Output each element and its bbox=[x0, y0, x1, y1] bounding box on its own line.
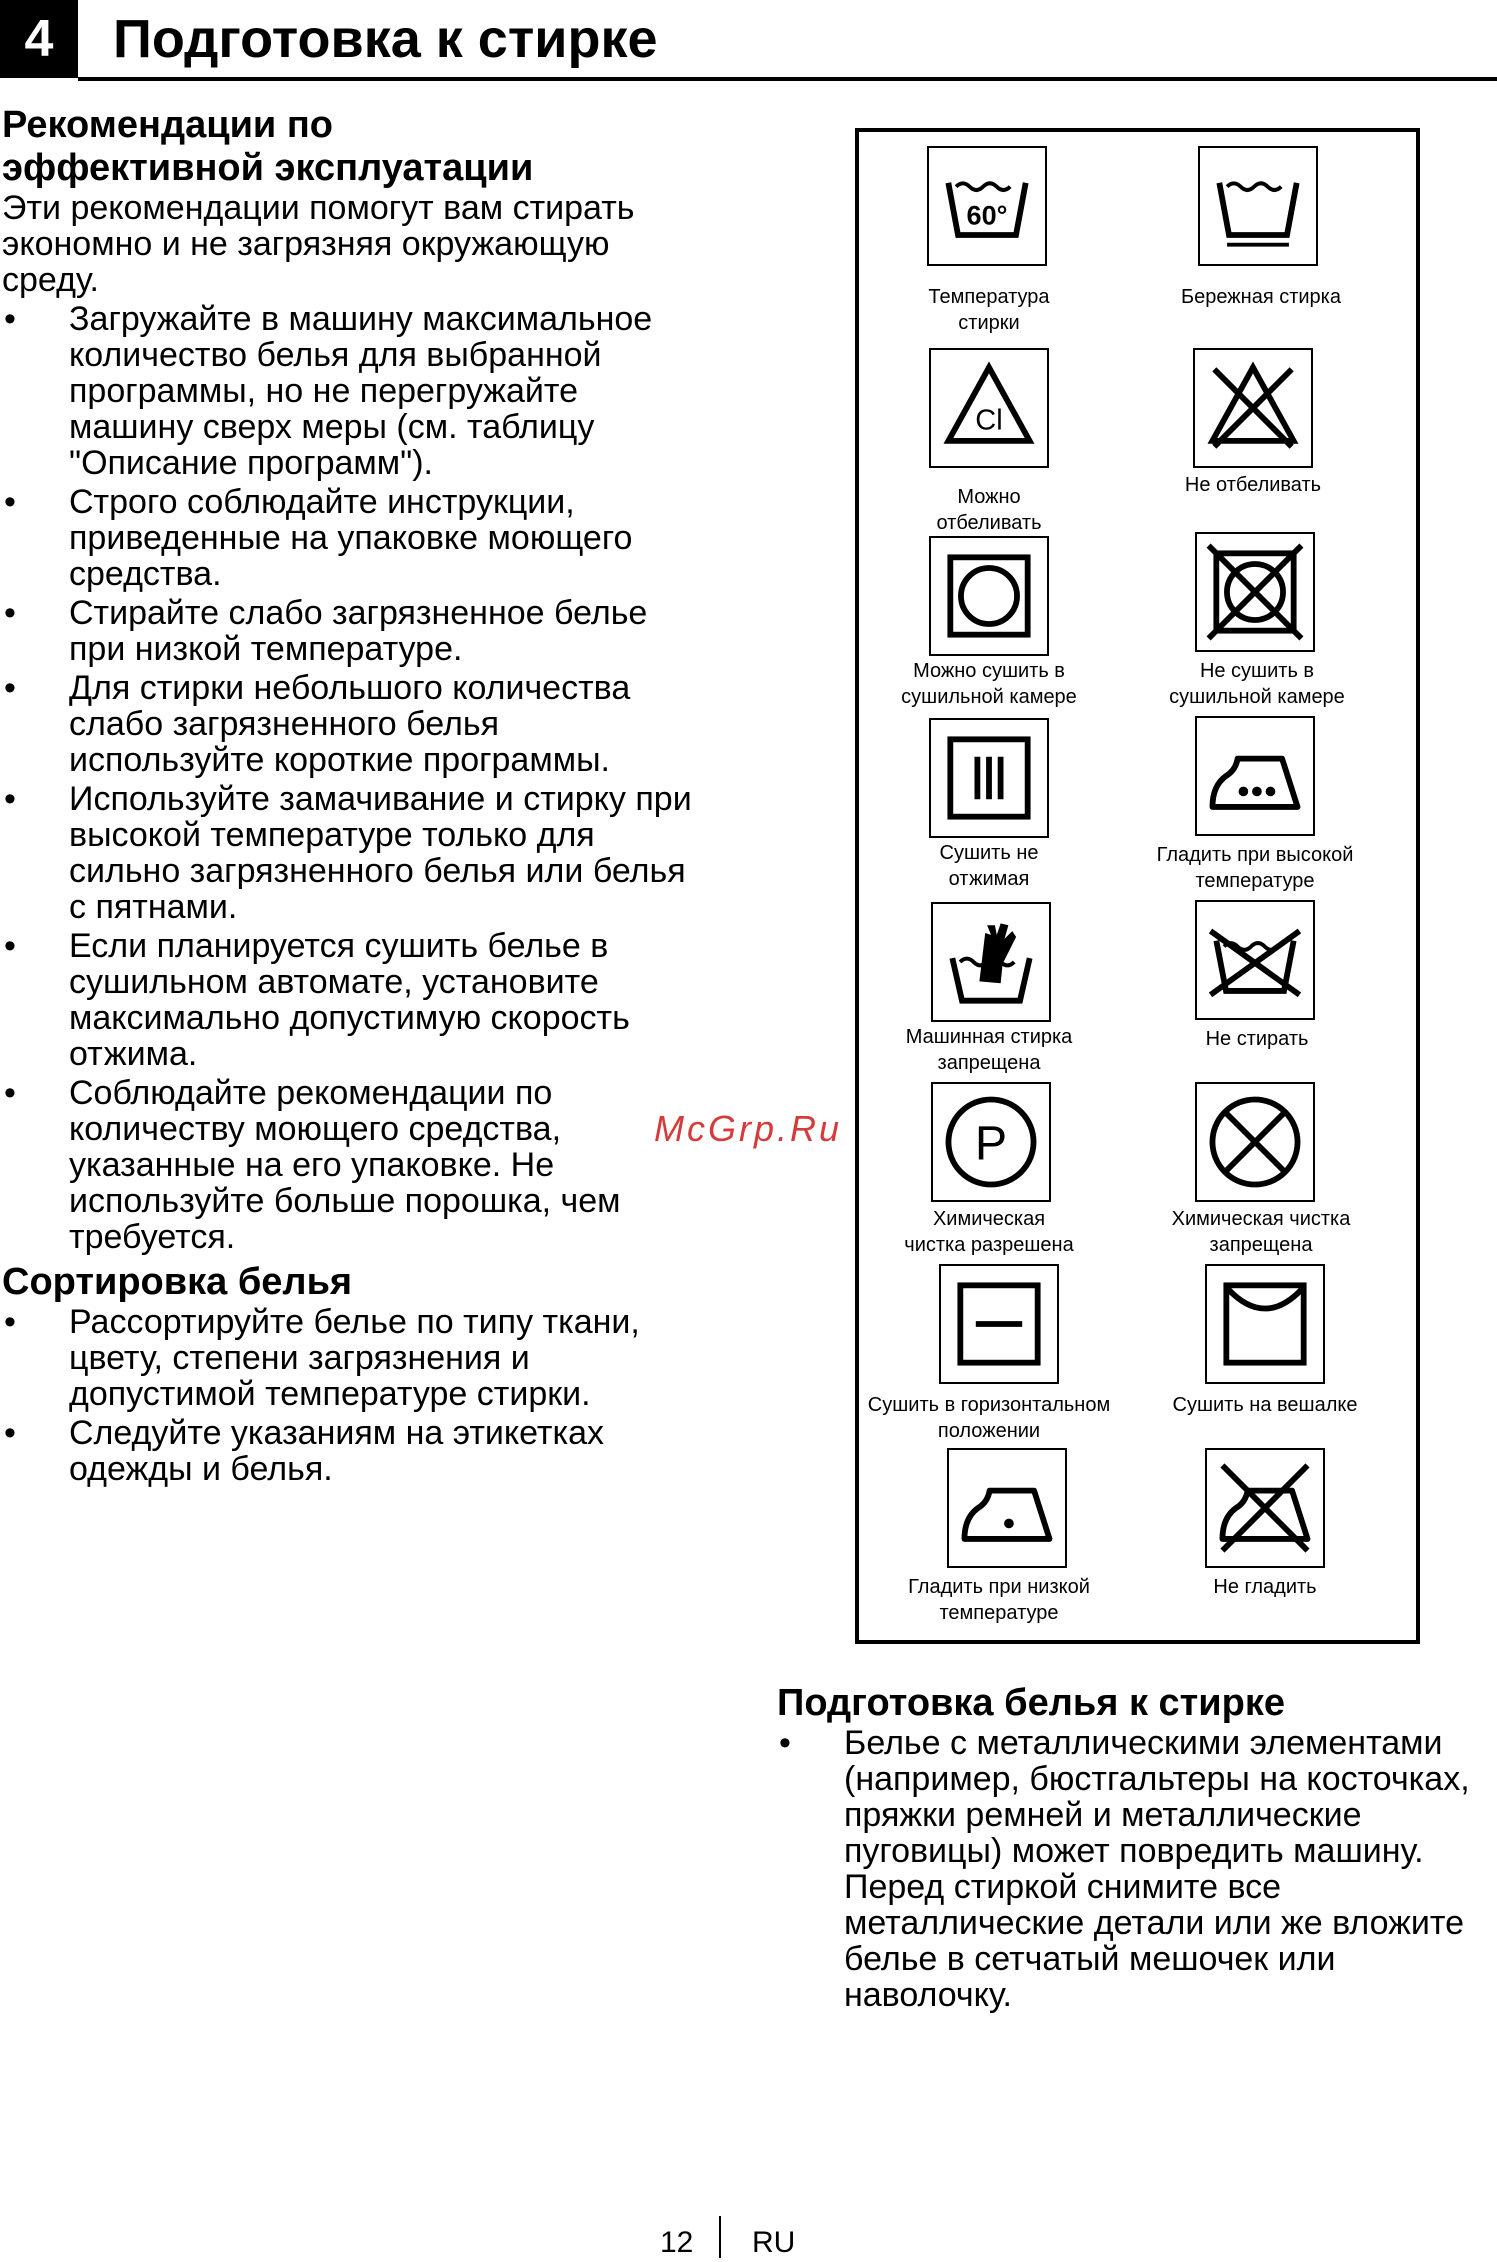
sorting-list bbox=[2, 1304, 697, 1487]
recommendations-title-line1: Рекомендации по bbox=[2, 104, 334, 146]
wash-temp-text: 60° bbox=[966, 200, 1008, 231]
dry-clean-p-icon bbox=[931, 1082, 1051, 1202]
symbol-label: Можно отбеливать bbox=[936, 486, 1042, 534]
symbol-label: Машинная стирка запрещена bbox=[905, 1026, 1073, 1074]
list-item: • Белье с металлическими элементами (например, бюстгальтеры на косточках, пряжки ремней и металлические пуговицы) может повредить машину. Перед стиркой снимите все металлические детали или же вложите белье в сетчатый мешочек или наволочку. bbox=[777, 1725, 1497, 2013]
drip-dry-icon bbox=[929, 718, 1049, 838]
symbol-label: Не отбеливать bbox=[1184, 474, 1322, 496]
no-iron-icon bbox=[1205, 1448, 1325, 1568]
symbol-label: Не гладить bbox=[1213, 1576, 1317, 1598]
bleach-allowed-icon bbox=[929, 348, 1049, 468]
prep-section bbox=[777, 1682, 1497, 2016]
page-title: Подготовка к стирке bbox=[113, 9, 658, 69]
recommendations-list bbox=[2, 301, 697, 1255]
gentle-wash-icon bbox=[1198, 146, 1318, 266]
dry-flat-icon bbox=[939, 1264, 1059, 1384]
no-bleach-icon bbox=[1193, 348, 1313, 468]
symbol-label: Температура стирки bbox=[928, 286, 1050, 334]
header-rule bbox=[78, 77, 1497, 81]
dry-clean-p-text: P bbox=[974, 1116, 1008, 1171]
recommendations-intro: Эти рекомендации помогут вам стирать экономно и не загрязняя окружающую среду. bbox=[2, 189, 635, 299]
list-item: • Используйте замачивание и стирку при высокой температуре только для сильно загрязненного белья или белья с пятнами. bbox=[2, 781, 697, 925]
symbol-label: Не сушить в сушильной камере bbox=[1169, 660, 1345, 708]
hand-wash-only-icon bbox=[931, 902, 1051, 1022]
footer-separator bbox=[719, 2216, 721, 2258]
recommendations-title bbox=[2, 104, 697, 190]
language-code: RU bbox=[752, 2226, 796, 2259]
no-wash-icon bbox=[1195, 900, 1315, 1020]
list-item: • Для стирки небольшого количества слабо загрязненного белья используйте короткие программы. bbox=[2, 670, 697, 778]
symbol-label: Сушить на вешалке bbox=[1172, 1394, 1358, 1416]
bleach-cl-text: Cl bbox=[975, 404, 1003, 437]
tumble-dry-icon bbox=[929, 536, 1049, 656]
symbol-label: Бережная стирка bbox=[1181, 286, 1341, 308]
list-item: • Следуйте указаниям на этикетках одежды и белья. bbox=[2, 1415, 697, 1487]
page-number: 12 bbox=[660, 2226, 694, 2259]
sorting-title: Сортировка белья bbox=[2, 1261, 353, 1303]
list-item: • Рассортируйте белье по типу ткани, цвету, степени загрязнения и допустимой температуре стирки. bbox=[2, 1304, 697, 1412]
list-item: • Строго соблюдайте инструкции, приведенные на упаковке моющего средства. bbox=[2, 484, 697, 592]
symbol-label: Не стирать bbox=[1205, 1028, 1309, 1050]
no-tumble-dry-icon bbox=[1195, 532, 1315, 652]
recommendations-title-line2: эффективной эксплуатации bbox=[2, 147, 534, 189]
iron-low-icon bbox=[947, 1448, 1067, 1568]
list-item: • Если планируется сушить белье в сушильном автомате, установите максимально допустимую скорость отжима. bbox=[2, 928, 697, 1072]
symbol-label: Сушить в горизонтальном положении bbox=[867, 1394, 1111, 1442]
list-item: • Соблюдайте рекомендации по количеству моющего средства, указанные на его упаковке. Не используйте больше порошка, чем требуется. bbox=[2, 1075, 697, 1255]
prep-list bbox=[777, 1725, 1497, 2013]
symbol-label: Можно сушить в сушильной камере bbox=[901, 660, 1077, 708]
care-symbols-table bbox=[855, 128, 1420, 1644]
symbol-label: Гладить при высокой температуре bbox=[1156, 844, 1354, 892]
wash-60-icon bbox=[927, 146, 1047, 266]
symbol-label: Сушить не отжимая bbox=[939, 842, 1039, 890]
left-column bbox=[2, 104, 697, 1490]
prep-title: Подготовка белья к стирке bbox=[777, 1682, 1286, 1724]
chapter-number: 4 bbox=[0, 0, 78, 78]
symbol-label: Химическая чистка запрещена bbox=[1171, 1208, 1351, 1256]
iron-high-icon bbox=[1195, 716, 1315, 836]
symbol-label: Гладить при низкой температуре bbox=[908, 1576, 1090, 1624]
list-item: • Стирайте слабо загрязненное белье при низкой температуре. bbox=[2, 595, 697, 667]
symbol-label: Химическая чистка разрешена bbox=[904, 1208, 1074, 1256]
watermark: McGrp.Ru bbox=[654, 1108, 843, 1149]
no-dry-clean-icon bbox=[1195, 1082, 1315, 1202]
line-dry-icon bbox=[1205, 1264, 1325, 1384]
list-item: • Загружайте в машину максимальное количество белья для выбранной программы, но не перегружайте машину сверх меры (см. таблицу "Описание программ"). bbox=[2, 301, 697, 481]
